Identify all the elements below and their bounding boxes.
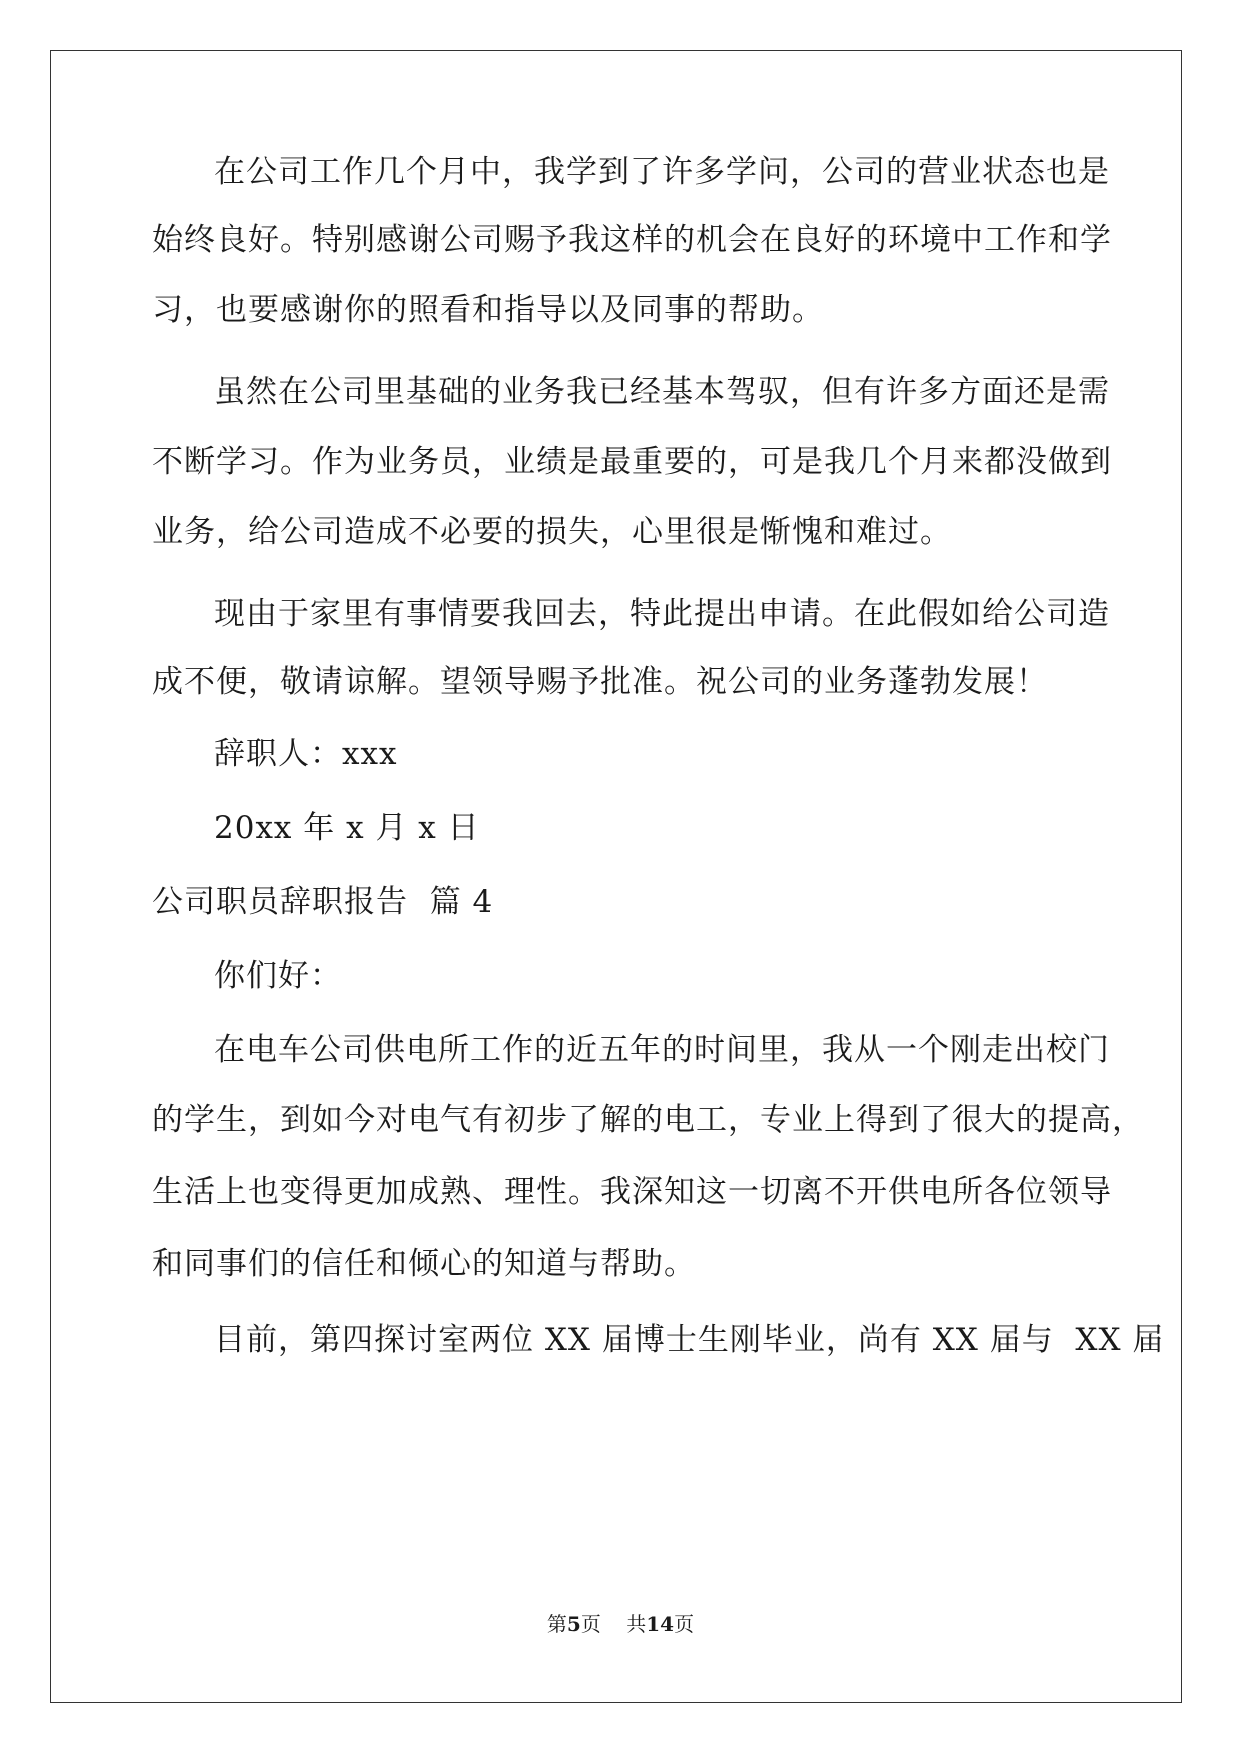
greeting-line: 你们好： [214, 958, 342, 994]
paragraph-1-line-2: 始终良好。特别感谢公司赐予我这样的机会在良好的环境中工作和学 [152, 222, 1112, 258]
paragraph-4-line-3: 生活上也变得更加成熟、理性。我深知这一切离不开供电所各位领导 [152, 1174, 1112, 1210]
footer-suffix: 页 [674, 1612, 695, 1636]
section-title: 公司职员辞职报告 篇 4 [152, 884, 494, 920]
paragraph-4-line-4: 和同事们的信任和倾心的知道与帮助。 [152, 1246, 696, 1282]
paragraph-3-line-2: 成不便，敬请谅解。望领导赐予批准。祝公司的业务蓬勃发展！ [152, 664, 1048, 700]
paragraph-3-line-1: 现由于家里有事情要我回去，特此提出申请。在此假如给公司造 [214, 596, 1110, 632]
paragraph-1-line-3: 习，也要感谢你的照看和指导以及同事的帮助。 [152, 292, 824, 328]
footer-prefix: 第 [546, 1612, 567, 1636]
date-line: 20xx 年 x 月 x 日 [214, 810, 480, 846]
paragraph-2-line-3: 业务，给公司造成不必要的损失，心里很是惭愧和难过。 [152, 514, 952, 550]
page-footer [0, 1612, 1241, 1636]
paragraph-2-line-1: 虽然在公司里基础的业务我已经基本驾驭，但有许多方面还是需 [214, 374, 1110, 410]
footer-mid: 页 共 [580, 1612, 647, 1636]
paragraph-1-line-1: 在公司工作几个月中，我学到了许多学问，公司的营业状态也是 [214, 154, 1110, 190]
footer-total-pages: 14 [646, 1612, 675, 1636]
paragraph-4-line-1: 在电车公司供电所工作的近五年的时间里，我从一个刚走出校门 [214, 1032, 1110, 1068]
paragraph-2-line-2: 不断学习。作为业务员，业绩是最重要的，可是我几个月来都没做到 [152, 444, 1112, 480]
paragraph-5-line-1: 目前，第四探讨室两位 XX 届博士生刚毕业，尚有 XX 届与 XX 届 [214, 1322, 1165, 1358]
paragraph-4-line-2: 的学生，到如今对电气有初步了解的电工，专业上得到了很大的提高， [152, 1102, 1144, 1138]
signer-line: 辞职人：xxx [214, 736, 398, 772]
footer-page-number: 5 [566, 1612, 581, 1636]
